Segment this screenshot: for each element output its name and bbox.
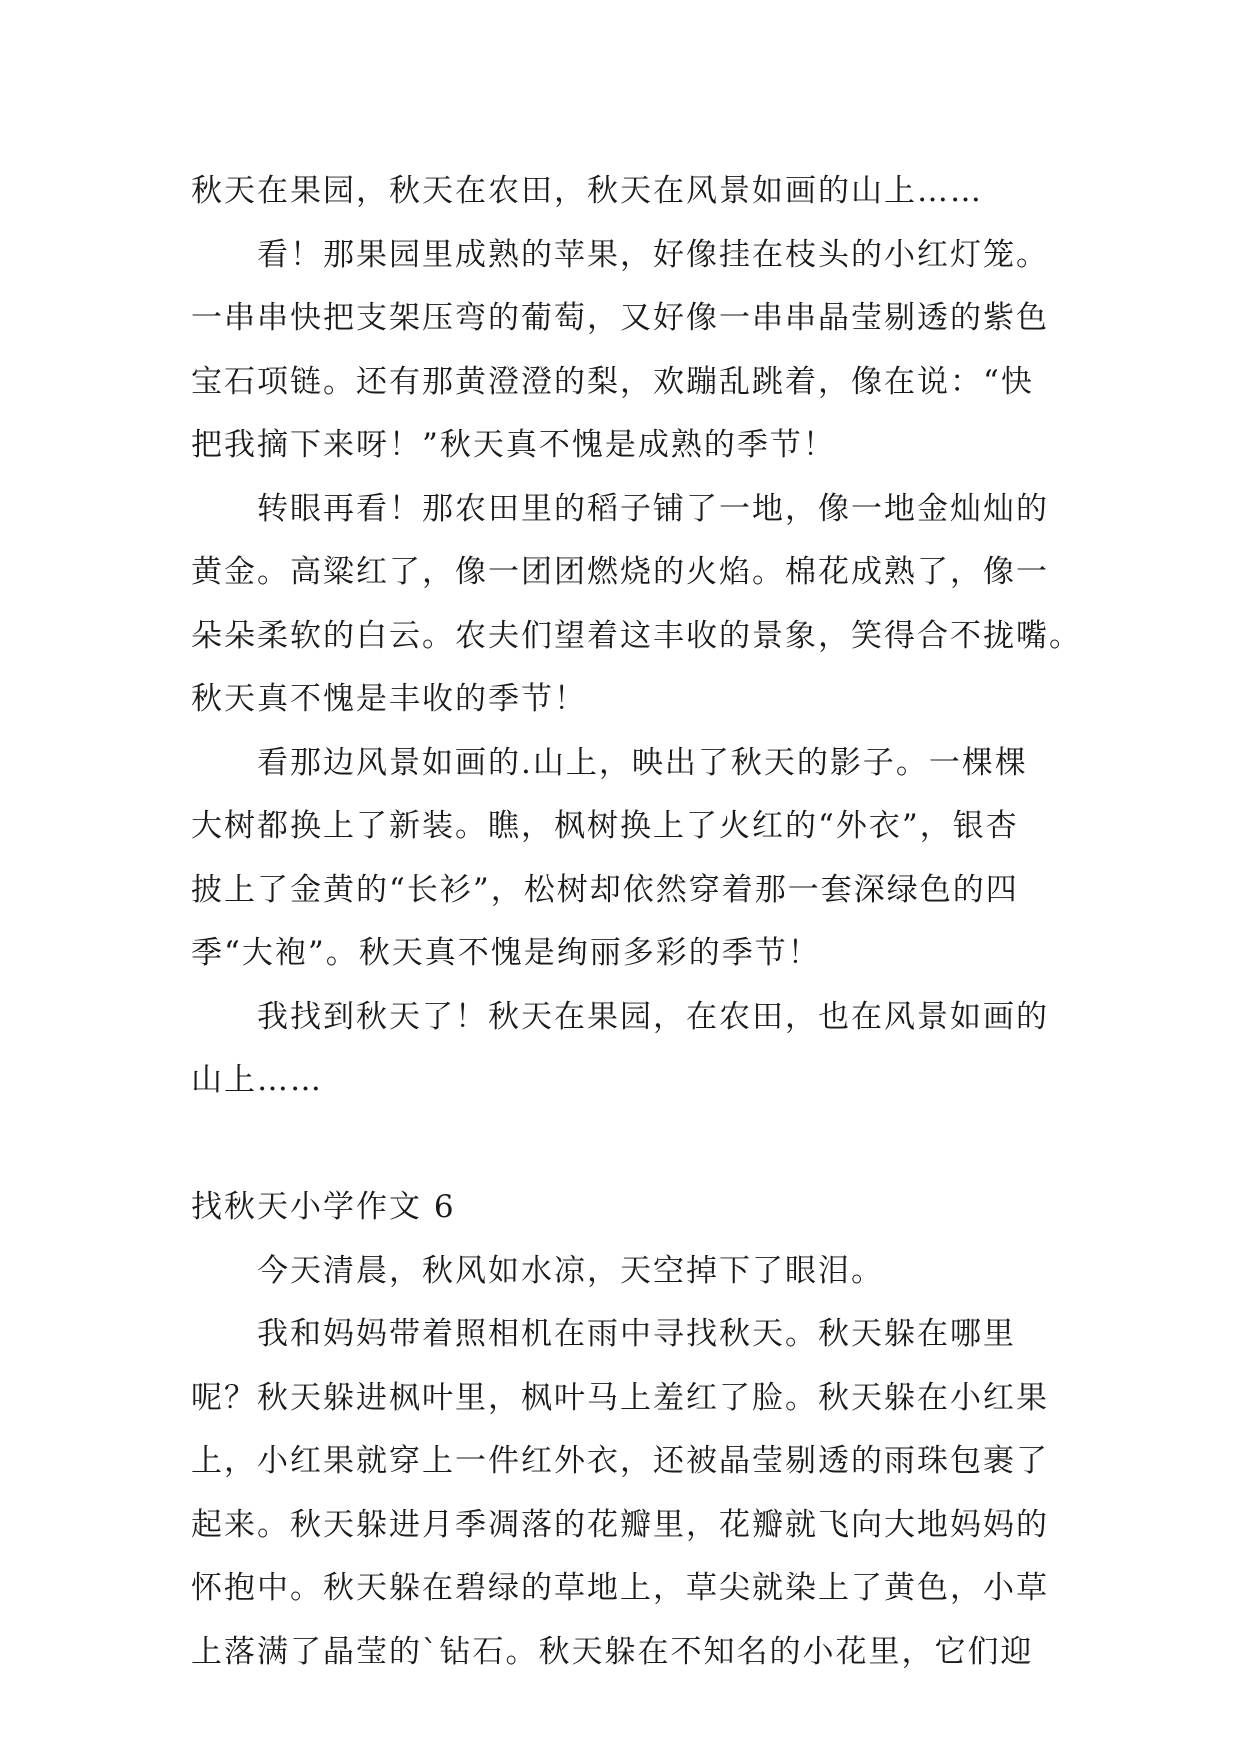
text-line: 上，小红果就穿上一件红外衣，还被晶莹剔透的雨珠包裹了 (191, 1443, 1049, 1479)
text-line: 季“大袍”。秋天真不愧是绚丽多彩的季节！ (191, 935, 821, 971)
text-line: 黄金。高粱红了，像一团团燃烧的火焰。棉花成熟了，像一 (191, 554, 1049, 590)
paragraph-start: 转眼再看！那农田里的稻子铺了一地，像一地金灿灿的 (257, 490, 1049, 527)
paragraph-start: 今天清晨，秋风如水凉，天空掉下了眼泪。 (257, 1252, 884, 1289)
text-line: 宝石项链。还有那黄澄澄的梨，欢蹦乱跳着，像在说：“快 (191, 363, 1034, 400)
section-title: 找秋天小学作文 6 (191, 1189, 456, 1225)
text-line: 一串串快把支架压弯的葡萄，又好像一串串晶莹剔透的紫色 (191, 300, 1049, 336)
text-line: 山上…… (191, 1062, 323, 1098)
text-line: 怀抱中。秋天躲在碧绿的草地上，草尖就染上了黄色，小草 (191, 1570, 1049, 1606)
paragraph-start: 我找到秋天了！秋天在果园，在农田，也在风景如画的 (257, 998, 1049, 1035)
section-gap (191, 1113, 1051, 1177)
text-line: 起来。秋天躲进月季凋落的花瓣里，花瓣就飞向大地妈妈的 (191, 1506, 1049, 1543)
text-line: 呢？秋天躲进枫叶里，枫叶马上羞红了脸。秋天躲在小红果 (191, 1379, 1049, 1416)
text-line: 把我摘下来呀！”秋天真不愧是成熟的季节！ (191, 427, 836, 463)
text-line: 上落满了晶莹的`钻石。秋天躲在不知名的小花里，它们迎 (191, 1633, 1034, 1670)
paragraph-start: 看！那果园里成熟的苹果，好像挂在枝头的小红灯笼。 (257, 236, 1049, 273)
text-line: 披上了金黄的“长衫”，松树却依然穿着那一套深绿色的四 (191, 871, 1019, 908)
text-line: 秋天在果园，秋天在农田，秋天在风景如画的山上…… (191, 173, 983, 209)
document-body (191, 160, 1082, 1684)
paragraph-start: 看那边风景如画的.山上，映出了秋天的影子。一棵棵 (257, 744, 1028, 781)
text-line: 秋天真不愧是丰收的季节！ (191, 681, 587, 717)
paragraph-start: 我和妈妈带着照相机在雨中寻找秋天。秋天躲在哪里 (257, 1316, 1016, 1352)
text-line: 朵朵柔软的白云。农夫们望着这丰收的景象，笑得合不拢嘴。 (191, 617, 1082, 654)
text-line: 大树都换上了新装。瞧，枫树换上了火红的“外衣”，银杏 (191, 808, 1019, 844)
